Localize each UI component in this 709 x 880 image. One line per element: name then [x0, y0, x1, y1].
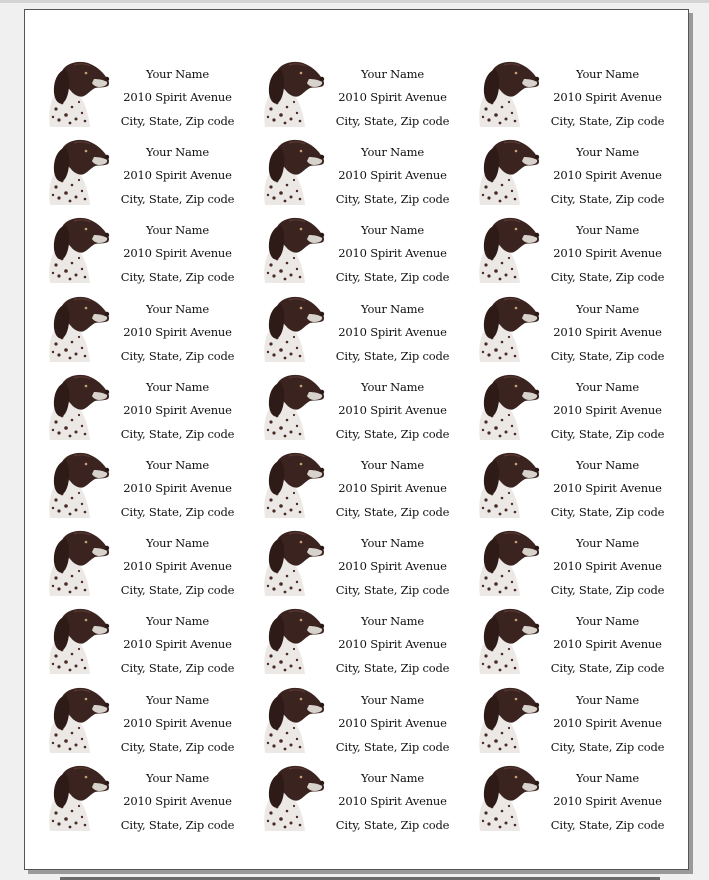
- label-street: 2010 Spirit Avenue: [123, 402, 232, 417]
- address-label: [25, 676, 240, 754]
- label-name: Your Name: [146, 692, 209, 707]
- label-name: Your Name: [146, 614, 209, 629]
- label-city-line: City, State, Zip code: [120, 661, 235, 676]
- label-street: 2010 Spirit Avenue: [553, 559, 662, 574]
- label-city-line: City, State, Zip code: [550, 817, 665, 832]
- dog-portrait-image: [44, 292, 114, 362]
- address-label: [25, 50, 240, 128]
- label-street: 2010 Spirit Avenue: [338, 402, 447, 417]
- label-street: 2010 Spirit Avenue: [338, 90, 447, 104]
- dog-portrait-image: [259, 370, 329, 440]
- dog-portrait-image: [259, 526, 329, 596]
- label-city-line: City, State, Zip code: [550, 739, 665, 754]
- address-label: [455, 206, 670, 284]
- label-street: 2010 Spirit Avenue: [123, 793, 232, 808]
- dog-portrait-image: [44, 135, 114, 205]
- dog-portrait-image: [44, 370, 114, 440]
- label-city-line: City, State, Zip code: [335, 270, 450, 285]
- address-label: [240, 519, 455, 597]
- label-street: 2010 Spirit Avenue: [338, 637, 447, 652]
- label-name: Your Name: [361, 458, 424, 472]
- label-city-line: City, State, Zip code: [550, 583, 665, 598]
- address-label: [455, 519, 670, 597]
- label-street: 2010 Spirit Avenue: [123, 324, 232, 339]
- address-label: [25, 519, 240, 597]
- label-street: 2010 Spirit Avenue: [123, 715, 232, 730]
- label-name: Your Name: [361, 67, 424, 81]
- label-street: 2010 Spirit Avenue: [553, 246, 662, 261]
- label-name: Your Name: [361, 692, 424, 707]
- label-city-line: City, State, Zip code: [120, 270, 235, 285]
- label-name: Your Name: [576, 536, 639, 551]
- label-city-line: City, State, Zip code: [335, 192, 450, 207]
- label-city-line: City, State, Zip code: [335, 583, 450, 598]
- label-street: 2010 Spirit Avenue: [338, 324, 447, 339]
- top-divider: [0, 0, 709, 3]
- label-name: Your Name: [576, 379, 639, 394]
- label-street: 2010 Spirit Avenue: [338, 715, 447, 730]
- address-label: [455, 676, 670, 754]
- address-label: [240, 128, 455, 206]
- dog-portrait-image: [44, 604, 114, 674]
- label-street: 2010 Spirit Avenue: [123, 168, 232, 183]
- address-label: [240, 441, 455, 519]
- dog-portrait-image: [259, 135, 329, 205]
- address-label: [455, 285, 670, 363]
- label-street: 2010 Spirit Avenue: [553, 715, 662, 730]
- dog-portrait-image: [259, 604, 329, 674]
- address-label: [25, 363, 240, 441]
- dog-portrait-image: [44, 213, 114, 283]
- dog-portrait-image: [474, 292, 544, 362]
- label-street: 2010 Spirit Avenue: [553, 90, 662, 104]
- label-name: Your Name: [576, 458, 639, 472]
- dog-portrait-image: [474, 57, 544, 127]
- label-name: Your Name: [146, 301, 209, 316]
- label-street: 2010 Spirit Avenue: [338, 168, 447, 183]
- label-name: Your Name: [576, 145, 639, 160]
- label-name: Your Name: [576, 301, 639, 316]
- label-street: 2010 Spirit Avenue: [553, 637, 662, 652]
- label-name: Your Name: [146, 458, 209, 472]
- label-city-line: City, State, Zip code: [335, 661, 450, 676]
- label-name: Your Name: [361, 770, 424, 785]
- label-name: Your Name: [146, 223, 209, 238]
- label-city-line: City, State, Zip code: [335, 426, 450, 441]
- label-street: 2010 Spirit Avenue: [553, 324, 662, 339]
- address-label: [455, 363, 670, 441]
- address-label: [455, 754, 670, 832]
- dog-portrait-image: [474, 683, 544, 753]
- dog-portrait-image: [259, 213, 329, 283]
- label-name: Your Name: [146, 379, 209, 394]
- address-label: [25, 285, 240, 363]
- label-city-line: City, State, Zip code: [120, 348, 235, 363]
- label-city-line: City, State, Zip code: [550, 426, 665, 441]
- label-name: Your Name: [361, 223, 424, 238]
- label-street: 2010 Spirit Avenue: [338, 559, 447, 574]
- label-street: 2010 Spirit Avenue: [338, 481, 447, 495]
- label-city-line: City, State, Zip code: [335, 505, 450, 519]
- label-city-line: City, State, Zip code: [335, 348, 450, 363]
- label-name: Your Name: [576, 614, 639, 629]
- label-city-line: City, State, Zip code: [550, 114, 665, 128]
- label-name: Your Name: [361, 379, 424, 394]
- dog-portrait-image: [259, 57, 329, 127]
- dog-portrait-image: [474, 761, 544, 831]
- label-name: Your Name: [361, 614, 424, 629]
- label-name: Your Name: [146, 67, 209, 81]
- label-city-line: City, State, Zip code: [120, 192, 235, 207]
- dog-portrait-image: [474, 135, 544, 205]
- label-name: Your Name: [576, 692, 639, 707]
- label-name: Your Name: [146, 536, 209, 551]
- dog-portrait-image: [259, 683, 329, 753]
- label-city-line: City, State, Zip code: [120, 739, 235, 754]
- address-label: [25, 597, 240, 675]
- address-label: [240, 50, 455, 128]
- label-city-line: City, State, Zip code: [335, 114, 450, 128]
- label-city-line: City, State, Zip code: [120, 114, 235, 128]
- dog-portrait-image: [259, 448, 329, 518]
- label-street: 2010 Spirit Avenue: [553, 481, 662, 495]
- label-street: 2010 Spirit Avenue: [123, 481, 232, 495]
- label-street: 2010 Spirit Avenue: [553, 793, 662, 808]
- label-street: 2010 Spirit Avenue: [338, 793, 447, 808]
- label-city-line: City, State, Zip code: [120, 426, 235, 441]
- label-name: Your Name: [576, 770, 639, 785]
- label-city-line: City, State, Zip code: [550, 270, 665, 285]
- label-city-line: City, State, Zip code: [550, 348, 665, 363]
- dog-portrait-image: [474, 213, 544, 283]
- label-city-line: City, State, Zip code: [550, 505, 665, 519]
- address-label: [240, 676, 455, 754]
- address-label: [455, 597, 670, 675]
- dog-portrait-image: [44, 448, 114, 518]
- dog-portrait-image: [44, 526, 114, 596]
- dog-portrait-image: [44, 683, 114, 753]
- address-label: [240, 285, 455, 363]
- label-name: Your Name: [361, 145, 424, 160]
- dog-portrait-image: [259, 761, 329, 831]
- address-label: [455, 50, 670, 128]
- address-label: [240, 363, 455, 441]
- label-name: Your Name: [146, 145, 209, 160]
- address-label: [455, 441, 670, 519]
- dog-portrait-image: [474, 448, 544, 518]
- dog-portrait-image: [44, 57, 114, 127]
- label-city-line: City, State, Zip code: [550, 661, 665, 676]
- label-city-line: City, State, Zip code: [120, 505, 235, 519]
- label-name: Your Name: [361, 536, 424, 551]
- dog-portrait-image: [44, 761, 114, 831]
- label-city-line: City, State, Zip code: [550, 192, 665, 207]
- label-street: 2010 Spirit Avenue: [123, 559, 232, 574]
- label-city-line: City, State, Zip code: [120, 817, 235, 832]
- label-city-line: City, State, Zip code: [335, 739, 450, 754]
- address-label: [25, 754, 240, 832]
- label-street: 2010 Spirit Avenue: [123, 90, 232, 104]
- address-label: [240, 206, 455, 284]
- label-name: Your Name: [576, 67, 639, 81]
- address-label: [455, 128, 670, 206]
- address-label: [25, 128, 240, 206]
- label-name: Your Name: [361, 301, 424, 316]
- address-label: [240, 754, 455, 832]
- label-street: 2010 Spirit Avenue: [553, 402, 662, 417]
- address-label: [25, 441, 240, 519]
- dog-portrait-image: [474, 526, 544, 596]
- dog-portrait-image: [474, 370, 544, 440]
- dog-portrait-image: [474, 604, 544, 674]
- address-label: [240, 597, 455, 675]
- dog-portrait-image: [259, 292, 329, 362]
- label-street: 2010 Spirit Avenue: [553, 168, 662, 183]
- label-name: Your Name: [576, 223, 639, 238]
- label-city-line: City, State, Zip code: [120, 583, 235, 598]
- label-grid: [25, 10, 688, 869]
- label-page: [24, 9, 689, 870]
- label-name: Your Name: [146, 770, 209, 785]
- label-street: 2010 Spirit Avenue: [338, 246, 447, 261]
- address-label: [25, 206, 240, 284]
- label-street: 2010 Spirit Avenue: [123, 246, 232, 261]
- label-city-line: City, State, Zip code: [335, 817, 450, 832]
- label-street: 2010 Spirit Avenue: [123, 637, 232, 652]
